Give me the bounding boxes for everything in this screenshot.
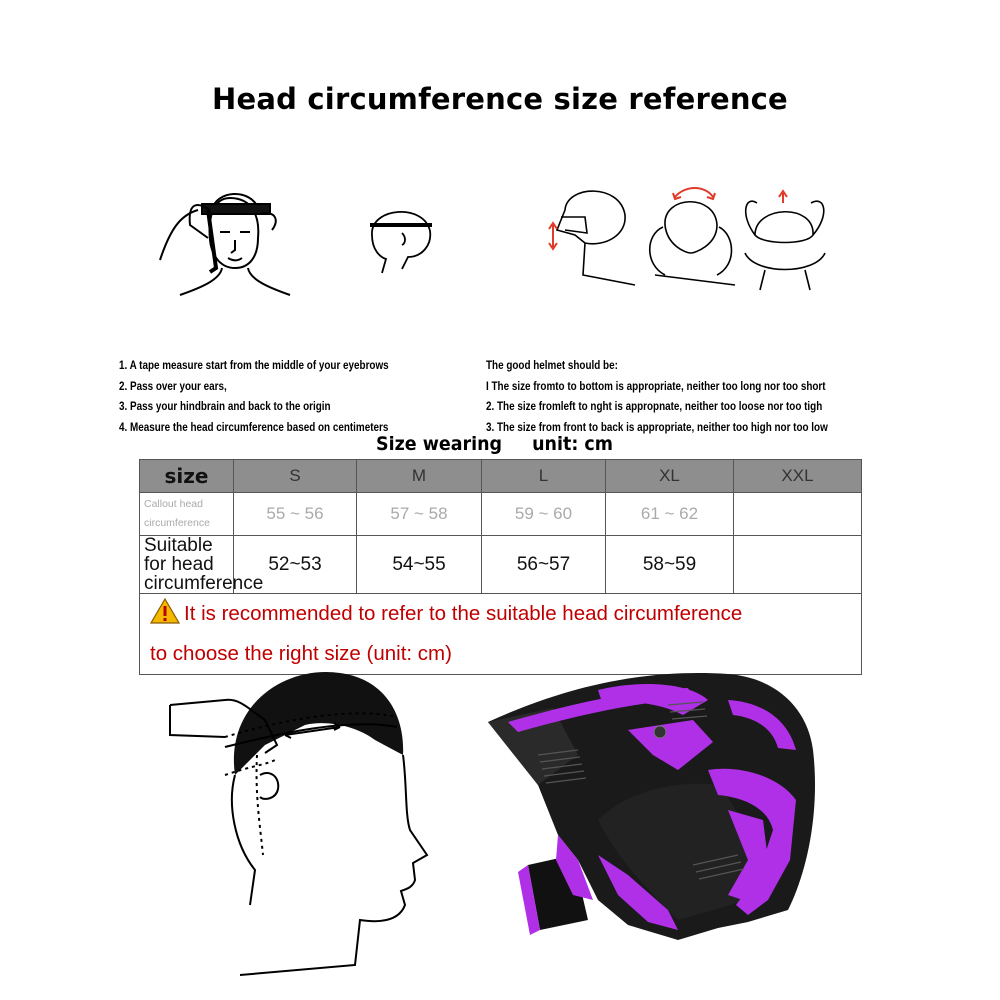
callout-row-label (140, 493, 234, 536)
callout-cell: 59 ~ 60 (482, 493, 606, 536)
size-table (139, 459, 862, 675)
size-header-cell: XXL (734, 460, 862, 493)
recommendation-line-2: to choose the right size (unit: cm) (150, 642, 452, 665)
callout-label-line: Callout head (144, 498, 203, 510)
size-header-cell: XL (606, 460, 734, 493)
helmet-product-image (478, 660, 823, 995)
callout-cell: 55 ~ 56 (234, 493, 357, 536)
size-table-heading (376, 433, 613, 455)
suitable-row-label (140, 535, 264, 594)
helmet-fitting-illustration (545, 175, 865, 295)
size-heading-text: Size wearing (376, 433, 503, 455)
suitable-cell: 56~57 (482, 536, 606, 594)
suitable-cell: 52~53 (234, 536, 357, 594)
good-helmet-line: 3. The size from front to back is appropriate, neither too high nor too low (486, 421, 828, 434)
suitable-label-line: Suitable for head (144, 535, 214, 575)
callout-cell: 57 ~ 58 (357, 493, 482, 536)
good-helmet-line: 2. The size fromleft to nght is appropnate, neither too loose nor too tigh (486, 401, 823, 413)
recommendation-line-1: It is recommended to refer to the suitable head circumference (184, 602, 743, 625)
measure-step: 3. Pass your hindbrain and back to the origin (119, 401, 331, 413)
suitable-cell: 58~59 (606, 536, 734, 594)
page-title: Head circumference size reference (212, 82, 788, 116)
size-header-label: size (140, 460, 234, 493)
suitable-row (140, 536, 862, 594)
suitable-cell (734, 536, 862, 594)
size-header-row (140, 460, 862, 493)
size-header-cell: M (357, 460, 482, 493)
callout-cell: 61 ~ 62 (606, 493, 734, 536)
size-header-cell: L (482, 460, 606, 493)
measure-step: 2. Pass over your ears, (119, 380, 227, 393)
size-heading-unit: unit: cm (532, 433, 613, 455)
head-profile-illustration (362, 195, 442, 275)
suitable-cell: 54~55 (357, 536, 482, 594)
callout-row (140, 493, 862, 536)
callout-label-line: circumference (144, 517, 210, 529)
measure-steps (119, 356, 433, 438)
callout-cell (734, 493, 862, 536)
good-helmet-tips (486, 356, 883, 438)
warning-icon (150, 598, 180, 624)
good-helmet-line: I The size fromto to bottom is appropriate, neither too long nor too short (486, 380, 826, 393)
good-helmet-line: The good helmet should be: (486, 360, 618, 372)
measuring-man-illustration (150, 170, 300, 305)
head-measuring-illustration (165, 665, 440, 985)
suitable-label-line: circumference (144, 573, 264, 594)
measure-step: 1. A tape measure start from the middle of your eyebrows (119, 360, 389, 372)
measure-step: 4. Measure the head circumference based on centimeters (119, 421, 389, 434)
size-header-cell: S (234, 460, 357, 493)
